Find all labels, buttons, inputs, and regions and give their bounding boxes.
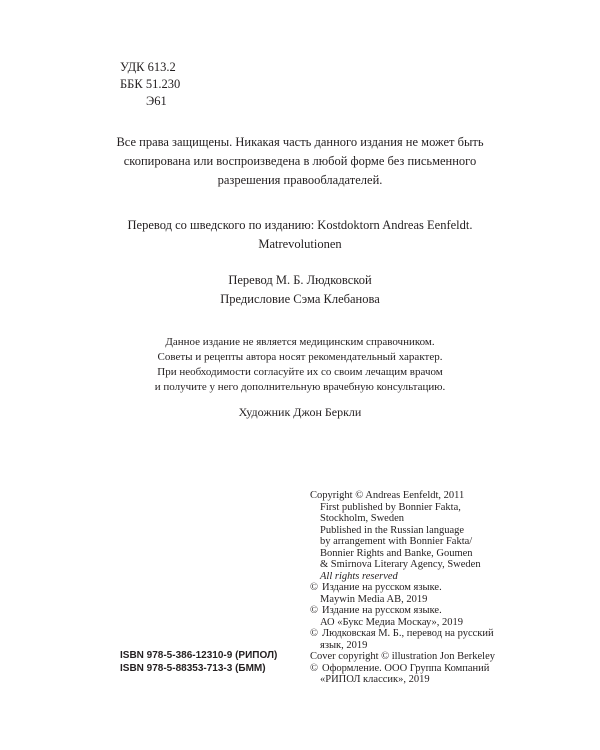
copyright-entry: © Издание на русском языке.: [310, 605, 442, 616]
copyright-line: «РИПОЛ классик», 2019: [320, 674, 430, 685]
copyright-line: язык, 2019: [320, 639, 368, 651]
isbn-block: [120, 649, 277, 675]
translation-source-line: Перевод со шведского по изданию: Kostdoktorn Andreas Eenfeldt.: [127, 218, 473, 232]
copyright-entry: © Оформление. ООО Группа Компаний: [310, 662, 490, 674]
isbn-ripol: ISBN 978-5-386-12310-9 (РИПОЛ): [120, 650, 278, 661]
preface-credit: Предисловие Сэма Клебанова: [220, 292, 380, 306]
copyright-symbol-icon: ©: [310, 662, 318, 674]
disclaimer-line: Данное издание не является медицинским справочником.: [165, 336, 435, 348]
rights-line: скопирована или воспроизведена в любой форме без письменного: [123, 154, 477, 168]
bbk-code: ББК 51.230: [120, 77, 181, 91]
rights-line: разрешения правообладателей.: [217, 173, 383, 187]
copyright-symbol-icon: ©: [310, 582, 318, 593]
artist-credit: Художник Джон Беркли: [238, 405, 362, 419]
translation-source: [0, 216, 600, 254]
disclaimer-line: Советы и рецепты автора носят рекомендательный характер.: [157, 351, 443, 363]
copyright-line: Maywin Media AB, 2019: [320, 593, 428, 605]
copyright-line: & Smirnova Literary Agency, Sweden: [320, 559, 481, 570]
copyright-entry: © Издание на русском языке.: [310, 582, 442, 593]
copyright-line: АО «Букс Медиа Москау», 2019: [320, 616, 463, 628]
copyright-line: All rights reserved: [320, 570, 398, 582]
credits-block: [0, 271, 600, 309]
copyright-symbol-icon: ©: [310, 628, 318, 639]
copyright-entry: © Людковская М. Б., перевод на русский: [310, 628, 494, 639]
copyright-symbol-icon: ©: [310, 605, 318, 616]
copyright-line: Cover copyright © illustration Jon Berkeley: [310, 651, 495, 662]
rights-line: Все права защищены. Никакая часть данного издания не может быть: [116, 135, 484, 149]
copyright-line: Published in the Russian language: [320, 524, 465, 536]
disclaimer-line: и получите у него дополнительную врачебную консультацию.: [154, 381, 446, 393]
disclaimer-line: При необходимости согласуйте их со своим лечащим врачом: [157, 366, 443, 378]
copyright-block: [310, 490, 495, 686]
isbn-bmm: ISBN 978-5-88353-713-3 (БММ): [120, 663, 266, 674]
rights-notice: [0, 133, 600, 190]
udk-code: УДК 613.2: [120, 60, 176, 74]
copyright-line: by arrangement with Bonnier Fakta/: [320, 536, 473, 547]
author-mark: Э61: [146, 94, 167, 108]
classification-block: [120, 59, 180, 110]
medical-disclaimer: [0, 335, 600, 395]
copyright-line: Copyright © Andreas Eenfeldt, 2011: [310, 490, 465, 501]
copyright-line: Stockholm, Sweden: [320, 513, 404, 524]
translation-source-line: Matrevolutionen: [258, 237, 342, 251]
copyright-line: Bonnier Rights and Banke, Goumen: [320, 547, 473, 559]
copyright-line: First published by Bonnier Fakta,: [320, 501, 461, 513]
translator-credit: Перевод М. Б. Людковской: [228, 273, 372, 287]
